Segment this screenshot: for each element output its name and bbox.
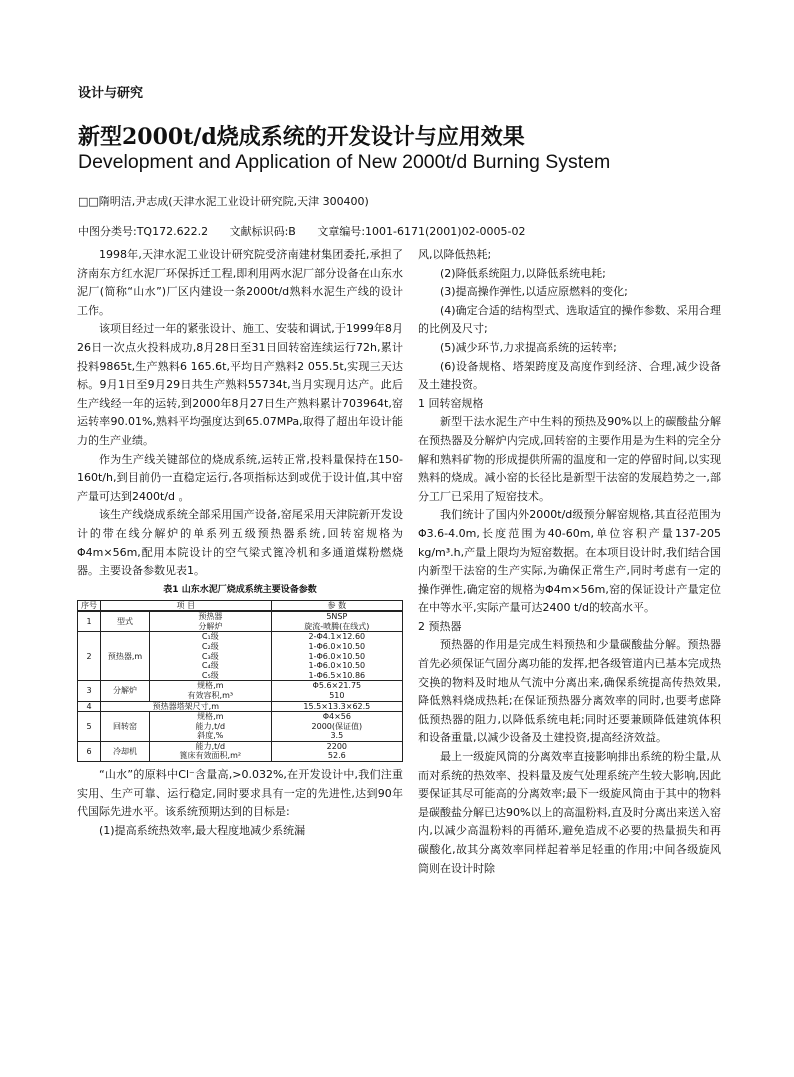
table-header: 参 数 bbox=[271, 600, 402, 611]
list-item: (4)确定合适的结构型式、选取适宜的操作参数、采用合理的比例及尺寸; bbox=[418, 303, 721, 336]
param-value: 2200 bbox=[326, 741, 347, 751]
table-cell: 回转窑 bbox=[101, 712, 150, 742]
table-header: 项 目 bbox=[101, 600, 272, 611]
table-row bbox=[78, 741, 403, 761]
sub-item: 篦床有效面积,m² bbox=[179, 751, 242, 761]
table-cell bbox=[150, 611, 272, 632]
table-row bbox=[78, 632, 403, 681]
sub-item: 规格,m bbox=[197, 712, 224, 722]
sub-item: 规格,m bbox=[197, 681, 224, 691]
right-column bbox=[418, 246, 721, 878]
paragraph: 风,以降低热耗; bbox=[418, 248, 492, 261]
param-value: Φ5.6×21.75 bbox=[312, 681, 362, 691]
paragraph: “山水”的原料中Cl⁻含量高,>0.032%,在开发设计中,我们注重实用、生产可靠、运行稳定,同时要求具有一定的先进性,达到90年代国际先进水平。该系统预期达到的目标是: bbox=[77, 768, 403, 819]
table-cell bbox=[271, 712, 402, 742]
sub-item: 斜度,% bbox=[197, 731, 224, 741]
sub-item: C₄级 bbox=[201, 661, 219, 671]
paragraph: 最上一级旋风筒的分离效率直接影响排出系统的粉尘量,从而对系统的热效率、投料量及废气处理系统产生较大影响,因此要保证其尽可能高的分离效率;最下一级旋风筒由于其中的物料是碳酸盐分解已达90%以上的高温粉料,直及时分离出来送入窑内,以减少高温粉料的再循环,避免造成不必要的热量损失和再碳酸化,故其分离效率同样起着举足轻重的作用;中间各级旋风筒则在设计时除 bbox=[418, 750, 721, 875]
paragraph: 新型干法水泥生产中生料的预热及90%以上的碳酸盐分解在预热器及分解炉内完成,回转窑的主要作用是为生料的完全分解和熟料矿物的形成提供所需的温度和一定的停留时间,以实现熟料的烧成。减小窑的长径比是新型干法窑的发展趋势之一,部分工厂已采用了短窑技术。 bbox=[418, 415, 721, 503]
sub-item: C₅级 bbox=[201, 670, 219, 680]
paragraph: 我们统计了国内外2000t/d级预分解窑规格,其直径范围为Φ3.6-4.0m,长度范围为40-60m,单位容积产量137-205 kg/m³.h,产量上限均为短窑数据。在本项目设计时,我们结合国内新型干法窑的生产实际,为确保正常生产,同时考虑有一定的操作弹性,确定窑的规格为Φ4m×56m,窑的保证设计产量定位在中等水平,实际产量可达2400 t/d的较高水平。 bbox=[418, 508, 721, 615]
paragraph: 该生产线烧成系统全部采用国产设备,窑尾采用天津院新开发设计的带在线分解炉的单系列五级预热器系统,回转窑规格为Φ4m×56m,配用本院设计的空气梁式篦冷机和多通道煤粉燃烧器。主要设备参数见表1。 bbox=[77, 508, 403, 578]
param-value: 1-Φ6.0×10.50 bbox=[308, 661, 366, 671]
paragraph: 预热器的作用是完成生料预热和少量碳酸盐分解。预热器首先必须保证气固分离功能的发挥,把各级管道内已基本完成热交换的物料及时地从气流中分离出来,确保系统提高传热效果,降低熟料烧成热耗;在保证预热器分离效率的同时,也要考虑降低预热器的阻力,以降低系统电耗;同时还要兼顾降低建筑体积和设备重量,以减少设备及土建投资,提高经济效益。 bbox=[418, 638, 721, 745]
clc-number: 中图分类号:TQ172.622.2 bbox=[78, 225, 209, 238]
table-header: 序号 bbox=[78, 600, 101, 611]
paragraph: 1998年,天津水泥工业设计研究院受济南建材集团委托,承担了济南东方红水泥厂环保拆迁工程,即利用两水泥厂部分设备在山东水泥厂(简称“山水”)厂区内建设一条2000t/d熟料水泥生产线的设计工作。 bbox=[77, 248, 403, 317]
sub-item: C₁级 bbox=[201, 632, 219, 642]
table-header-row bbox=[78, 600, 403, 611]
table-cell: 冷却机 bbox=[101, 741, 150, 761]
table-cell: 预热器塔架尺寸,m bbox=[101, 701, 272, 712]
table-row bbox=[78, 701, 403, 712]
paragraph: 该项目经过一年的紧张设计、施工、安装和调试,于1999年8月26日一次点火投料成功,8月28日至31日回转窑连续运行72h,累计投料9865t,生产熟料6 165.6t,平均日产熟料2 055.5t,实现三天达标。9月1日至9月29日共生产熟料55734t,当月实现月达产。此后生产线经一年的运转,到2000年8月27日生产熟料累计703964t,窑运转率90.01%,熟料平均强度达到65.07MPa,取得了超出年设计能力的生产业绩。 bbox=[77, 322, 403, 447]
table-row bbox=[78, 611, 403, 632]
param-value: 52.6 bbox=[327, 751, 346, 761]
section-tag: 设计与研究 bbox=[78, 86, 144, 101]
table-cell: 6 bbox=[78, 741, 101, 761]
param-value: 5NSP bbox=[326, 612, 348, 622]
table-cell bbox=[150, 632, 272, 681]
table-cell bbox=[271, 741, 402, 761]
param-value: 2000(保证值) bbox=[311, 721, 363, 731]
param-value: Φ4×56 bbox=[322, 712, 351, 722]
author-line: □□隋明洁,尹志成(天津水泥工业设计研究院,天津 300400) bbox=[78, 195, 369, 208]
article-meta bbox=[78, 223, 544, 239]
param-value: 510 bbox=[329, 690, 345, 700]
param-value: 3.5 bbox=[330, 731, 344, 741]
table-row bbox=[78, 712, 403, 742]
table-cell bbox=[271, 632, 402, 681]
table-cell: 15.5×13.3×62.5 bbox=[271, 701, 402, 712]
equipment-table bbox=[77, 600, 403, 762]
sub-item: 能力,t/d bbox=[195, 741, 226, 751]
title-chinese: 新型2000t/d烧成系统的开发设计与应用效果 bbox=[78, 124, 525, 150]
table-cell: 2 bbox=[78, 632, 101, 681]
table-cell bbox=[150, 712, 272, 742]
param-value: 2-Φ4.1×12.60 bbox=[308, 632, 366, 642]
table-cell: 3 bbox=[78, 681, 101, 701]
table-cell: 型式 bbox=[101, 611, 150, 632]
param-value: 1-Φ6.0×10.50 bbox=[308, 651, 366, 661]
table-cell bbox=[271, 681, 402, 701]
table-cell: 预热器,m bbox=[101, 632, 150, 681]
sub-item: C₂级 bbox=[201, 641, 219, 651]
list-item: (5)减少环节,力求提高系统的运转率; bbox=[440, 340, 617, 354]
list-item: (6)设备规格、塔架跨度及高度作到经济、合理,减少设备及土建投资。 bbox=[418, 359, 721, 392]
table-cell bbox=[271, 611, 402, 632]
sub-item: 分解炉 bbox=[198, 621, 223, 631]
table-row bbox=[78, 681, 403, 701]
table-cell: 1 bbox=[78, 611, 101, 632]
section-heading: 1 回转窑规格 bbox=[418, 396, 484, 410]
table-cell bbox=[150, 741, 272, 761]
table-cell bbox=[150, 681, 272, 701]
title-english: Development and Application of New 2000t/d Burning System bbox=[78, 151, 611, 173]
list-item: (2)降低系统阻力,以降低系统电耗; bbox=[440, 266, 606, 280]
sub-item: 预热器 bbox=[198, 612, 223, 622]
table-cell: 4 bbox=[78, 701, 101, 712]
section-heading: 2 预热器 bbox=[418, 619, 462, 633]
document-code: 文献标识码:B bbox=[229, 225, 296, 238]
param-value: 1-Φ6.5×10.86 bbox=[308, 670, 366, 680]
table-cell: 分解炉 bbox=[101, 681, 150, 701]
left-column bbox=[77, 246, 403, 840]
table-caption: 表1 山东水泥厂烧成系统主要设备参数 bbox=[163, 584, 317, 595]
param-value: 1-Φ6.0×10.50 bbox=[308, 641, 366, 651]
sub-item: 能力,t/d bbox=[195, 721, 226, 731]
paragraph: 作为生产线关键部位的烧成系统,运转正常,投料量保持在150-160t/h,到目前仍一直稳定运行,各项指标达到或优于设计值,其中窑产量可达到2400t/d 。 bbox=[77, 452, 403, 503]
param-value: 旋流-喷腾(在线式) bbox=[304, 621, 370, 631]
paragraph: (1)提高系统热效率,最大程度地减少系统漏 bbox=[99, 823, 306, 837]
list-item: (3)提高操作弹性,以适应原燃料的变化; bbox=[440, 285, 628, 299]
article-number: 文章编号:1001-6171(2001)02-0005-02 bbox=[317, 225, 526, 238]
table-cell: 5 bbox=[78, 712, 101, 742]
sub-item: C₃级 bbox=[201, 651, 219, 661]
sub-item: 有效容积,m³ bbox=[187, 690, 234, 700]
